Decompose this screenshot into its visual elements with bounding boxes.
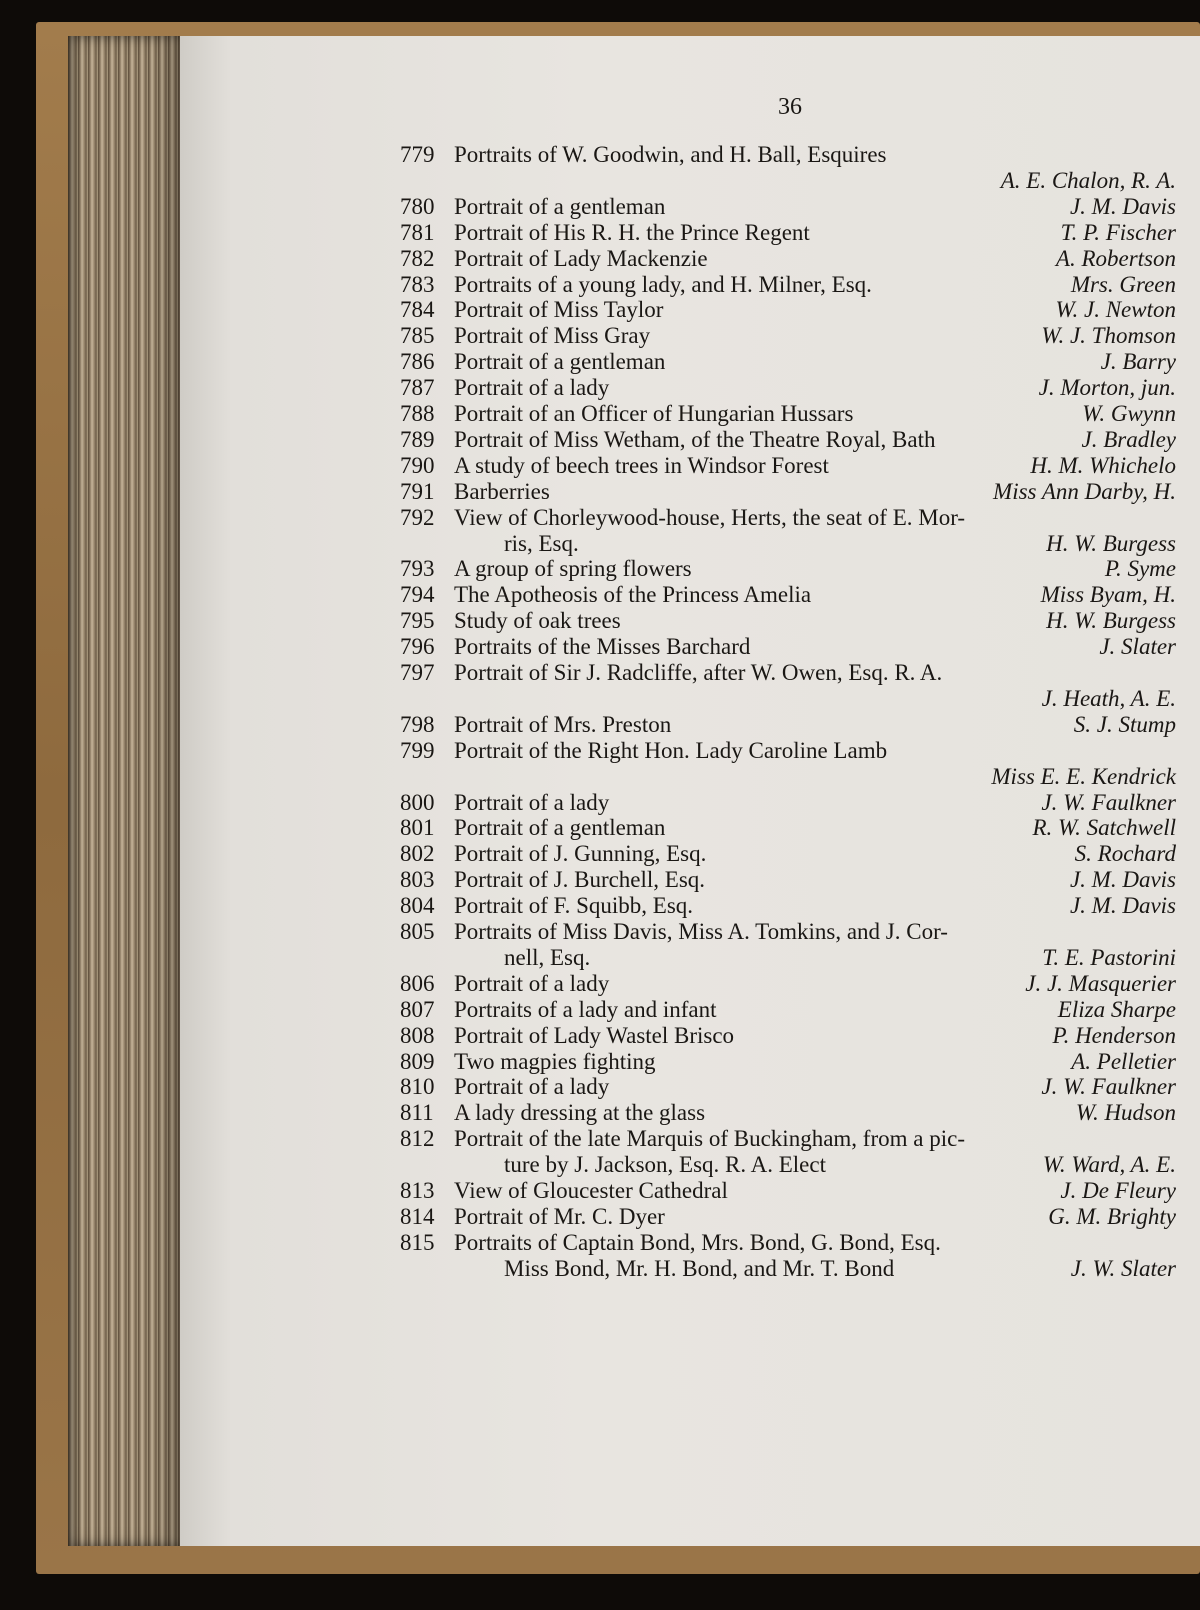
entry-title: Portrait of His R. H. the Prince Regent xyxy=(454,219,810,245)
catalogue-entry xyxy=(0,246,1200,272)
entry-number: 796 xyxy=(400,634,435,660)
catalogue-entry xyxy=(0,220,1200,246)
entry-title: Portrait of a lady xyxy=(454,970,610,996)
entry-artist: J. Bradley xyxy=(1081,426,1176,452)
catalogue-entry xyxy=(0,738,1200,764)
entry-title: A lady dressing at the glass xyxy=(454,1100,706,1126)
catalogue-entry xyxy=(0,349,1200,375)
entry-artist: T. P. Fischer xyxy=(1060,219,1176,245)
entry-number: 813 xyxy=(400,1178,435,1203)
entry-number: 780 xyxy=(400,193,435,219)
entry-title: Portraits of W. Goodwin, and H. Ball, Esquires xyxy=(454,142,887,167)
entry-number: 806 xyxy=(400,970,435,996)
entry-title: Portrait of J. Burchell, Esq. xyxy=(454,867,706,893)
catalogue-entry xyxy=(0,582,1200,608)
catalogue-entry xyxy=(0,893,1200,919)
catalogue-entry xyxy=(0,1074,1200,1100)
catalogue-entry xyxy=(0,608,1200,634)
catalogue-entry xyxy=(0,815,1200,841)
catalogue-entry xyxy=(0,1178,1200,1204)
entry-artist: H. W. Burgess xyxy=(1046,530,1176,556)
catalogue-entry xyxy=(0,323,1200,349)
entry-artist: J. M. Davis xyxy=(1069,893,1176,919)
entry-artist: J. Barry xyxy=(1100,349,1176,375)
catalogue-entry xyxy=(0,479,1200,505)
catalogue-entry xyxy=(0,427,1200,453)
entry-number: 804 xyxy=(400,893,435,919)
entry-title: Barberries xyxy=(454,478,550,504)
entry-title: Portraits of the Misses Barchard xyxy=(454,634,751,660)
entry-title: ris, Esq. xyxy=(504,530,579,556)
entry-number: 805 xyxy=(400,919,435,944)
entry-artist: W. J. Thomson xyxy=(1041,323,1176,349)
entry-number: 794 xyxy=(400,582,435,608)
entry-artist: S. J. Stump xyxy=(1073,711,1176,737)
entry-number: 812 xyxy=(400,1126,435,1152)
entry-title: Portrait of a gentleman xyxy=(454,815,666,841)
entry-number: 779 xyxy=(400,142,435,167)
entry-title: Portraits of Captain Bond, Mrs. Bond, G. Bond, Esq. xyxy=(454,1229,941,1255)
catalogue-entry xyxy=(0,1100,1200,1126)
entry-title: Portrait of the late Marquis of Buckingham, from a pic- xyxy=(454,1126,965,1152)
entry-artist: Eliza Sharpe xyxy=(1057,996,1176,1022)
entry-title: Portrait of a lady xyxy=(454,375,610,401)
catalogue-entry xyxy=(0,556,1200,582)
entry-title: Portrait of F. Squibb, Esq. xyxy=(454,893,694,919)
entry-number: 811 xyxy=(400,1100,434,1126)
entry-artist: T. E. Pastorini xyxy=(1042,944,1176,970)
catalogue-entries xyxy=(0,142,1200,1302)
entry-title: A study of beech trees in Windsor Forest xyxy=(454,452,829,478)
entry-title: Portrait of a gentleman xyxy=(454,193,666,219)
entry-title: Portrait of Miss Gray xyxy=(454,323,651,349)
entry-artist: S. Rochard xyxy=(1074,841,1176,867)
entry-title: Portrait of J. Gunning, Esq. xyxy=(454,841,707,867)
catalogue-entry xyxy=(0,634,1200,660)
entry-title: nell, Esq. xyxy=(504,944,591,970)
entry-title: Portrait of a lady xyxy=(454,789,610,815)
entry-title: Portrait of Lady Mackenzie xyxy=(454,245,708,271)
entry-number: 791 xyxy=(400,478,435,504)
entry-number: 781 xyxy=(400,219,435,245)
entry-number: 798 xyxy=(400,711,435,737)
entry-artist: A. Robertson xyxy=(1055,245,1176,271)
catalogue-entry xyxy=(0,945,1200,971)
entry-artist: J. M. Davis xyxy=(1069,867,1176,893)
entry-number: 787 xyxy=(400,375,435,401)
entry-title: View of Gloucester Cathedral xyxy=(454,1178,728,1203)
entry-artist: J. Morton, jun. xyxy=(1038,375,1176,401)
entry-number: 784 xyxy=(400,297,435,323)
entry-artist: J. M. Davis xyxy=(1069,193,1176,219)
entry-artist: W. Ward, A. E. xyxy=(1042,1152,1176,1178)
entry-number: 792 xyxy=(400,504,435,530)
catalogue-entry xyxy=(0,1126,1200,1152)
catalogue-entry xyxy=(0,1049,1200,1075)
entry-title: Portrait of Miss Taylor xyxy=(454,297,664,323)
catalogue-entry xyxy=(0,1152,1200,1178)
entry-number: 802 xyxy=(400,841,435,867)
catalogue-entry xyxy=(0,1256,1200,1282)
catalogue-entry xyxy=(0,1230,1200,1256)
entry-number: 782 xyxy=(400,245,435,271)
catalogue-entry xyxy=(0,919,1200,945)
entry-artist: J. Slater xyxy=(1099,634,1176,660)
entry-title: Portrait of Mrs. Preston xyxy=(454,711,672,737)
catalogue-entry xyxy=(0,142,1200,168)
catalogue-entry xyxy=(0,790,1200,816)
entry-number: 785 xyxy=(400,323,435,349)
catalogue-entry xyxy=(0,505,1200,531)
entry-title: Portrait of a gentleman xyxy=(454,349,666,375)
entry-artist: Mrs. Green xyxy=(1070,271,1176,297)
catalogue-entry xyxy=(0,401,1200,427)
catalogue-entry xyxy=(0,375,1200,401)
entry-artist: H. W. Burgess xyxy=(1046,608,1176,634)
entry-artist: J. W. Slater xyxy=(1070,1255,1176,1281)
entry-title: Portrait of Lady Wastel Brisco xyxy=(454,1022,735,1048)
entry-artist: Miss Byam, H. xyxy=(1040,582,1176,608)
entry-artist: W. J. Newton xyxy=(1055,297,1176,323)
entry-number: 788 xyxy=(400,401,435,426)
entry-number: 797 xyxy=(400,660,435,685)
catalogue-entry xyxy=(0,168,1200,194)
entry-number: 809 xyxy=(400,1048,435,1074)
entry-artist: Miss E. E. Kendrick xyxy=(991,763,1176,789)
entry-title: Portrait of an Officer of Hungarian Hussars xyxy=(454,401,854,426)
entry-number: 793 xyxy=(400,556,435,582)
entry-artist: Miss Ann Darby, H. xyxy=(993,478,1176,504)
entry-title: Portrait of Miss Wetham, of the Theatre Royal, Bath xyxy=(454,426,936,452)
entry-title: Portraits of a lady and infant xyxy=(454,996,717,1022)
catalogue-entry xyxy=(0,997,1200,1023)
entry-number: 789 xyxy=(400,426,435,452)
catalogue-entry xyxy=(0,297,1200,323)
entry-title: Two magpies fighting xyxy=(454,1048,656,1074)
entry-artist: J. Heath, A. E. xyxy=(1041,685,1176,711)
entry-artist: A. E. Chalon, R. A. xyxy=(1000,167,1176,193)
entry-number: 814 xyxy=(400,1203,435,1229)
entry-artist: W. Hudson xyxy=(1075,1100,1176,1126)
catalogue-entry xyxy=(0,272,1200,298)
entry-title: View of Chorleywood-house, Herts, the seat of E. Mor- xyxy=(454,504,966,530)
entry-title: Portraits of a young lady, and H. Milner, Esq. xyxy=(454,271,872,297)
catalogue-entry xyxy=(0,867,1200,893)
catalogue-entry xyxy=(0,531,1200,557)
entry-number: 801 xyxy=(400,815,435,841)
catalogue-entry xyxy=(0,194,1200,220)
entry-number: 800 xyxy=(400,789,435,815)
catalogue-entry xyxy=(0,971,1200,997)
entry-artist: J. W. Faulkner xyxy=(1041,1074,1176,1100)
entry-number: 783 xyxy=(400,271,435,297)
entry-title: Miss Bond, Mr. H. Bond, and Mr. T. Bond xyxy=(504,1255,895,1281)
entry-artist: G. M. Brighty xyxy=(1048,1203,1176,1229)
entry-number: 786 xyxy=(400,349,435,375)
entry-number: 795 xyxy=(400,608,435,634)
catalogue-entry xyxy=(0,764,1200,790)
entry-artist: A. Pelletier xyxy=(1071,1048,1176,1074)
page-number: 36 xyxy=(778,94,802,120)
catalogue-entry xyxy=(0,660,1200,686)
entry-number: 799 xyxy=(400,737,435,763)
catalogue-entry xyxy=(0,453,1200,479)
catalogue-entry xyxy=(0,686,1200,712)
entry-artist: P. Henderson xyxy=(1052,1022,1176,1048)
catalogue-entry xyxy=(0,1023,1200,1049)
entry-artist: J. J. Masquerier xyxy=(1025,970,1176,996)
entry-number: 807 xyxy=(400,996,435,1022)
entry-title: Portrait of Mr. C. Dyer xyxy=(454,1203,665,1229)
catalogue-entry xyxy=(0,841,1200,867)
entry-artist: W. Gwynn xyxy=(1082,401,1176,426)
entry-artist: H. M. Whichelo xyxy=(1030,452,1176,478)
entry-artist: P. Syme xyxy=(1104,556,1176,582)
catalogue-entry xyxy=(0,1204,1200,1230)
entry-artist: J. De Fleury xyxy=(1060,1178,1176,1203)
entry-title: ture by J. Jackson, Esq. R. A. Elect xyxy=(504,1152,826,1178)
entry-title: A group of spring flowers xyxy=(454,556,692,582)
entry-title: Portraits of Miss Davis, Miss A. Tomkins, and J. Cor- xyxy=(454,919,948,944)
entry-title: Portrait of the Right Hon. Lady Caroline Lamb xyxy=(454,737,888,763)
entry-number: 815 xyxy=(400,1229,435,1255)
entry-number: 808 xyxy=(400,1022,435,1048)
entry-title: Study of oak trees xyxy=(454,608,621,634)
entry-title: Portrait of a lady xyxy=(454,1074,610,1100)
catalogue-entry xyxy=(0,712,1200,738)
entry-number: 790 xyxy=(400,452,435,478)
entry-number: 803 xyxy=(400,867,435,893)
entry-artist: R. W. Satchwell xyxy=(1032,815,1176,841)
entry-title: Portrait of Sir J. Radcliffe, after W. Owen, Esq. R. A. xyxy=(454,660,943,685)
entry-number: 810 xyxy=(400,1074,435,1100)
entry-title: The Apotheosis of the Princess Amelia xyxy=(454,582,812,608)
entry-artist: J. W. Faulkner xyxy=(1041,789,1176,815)
